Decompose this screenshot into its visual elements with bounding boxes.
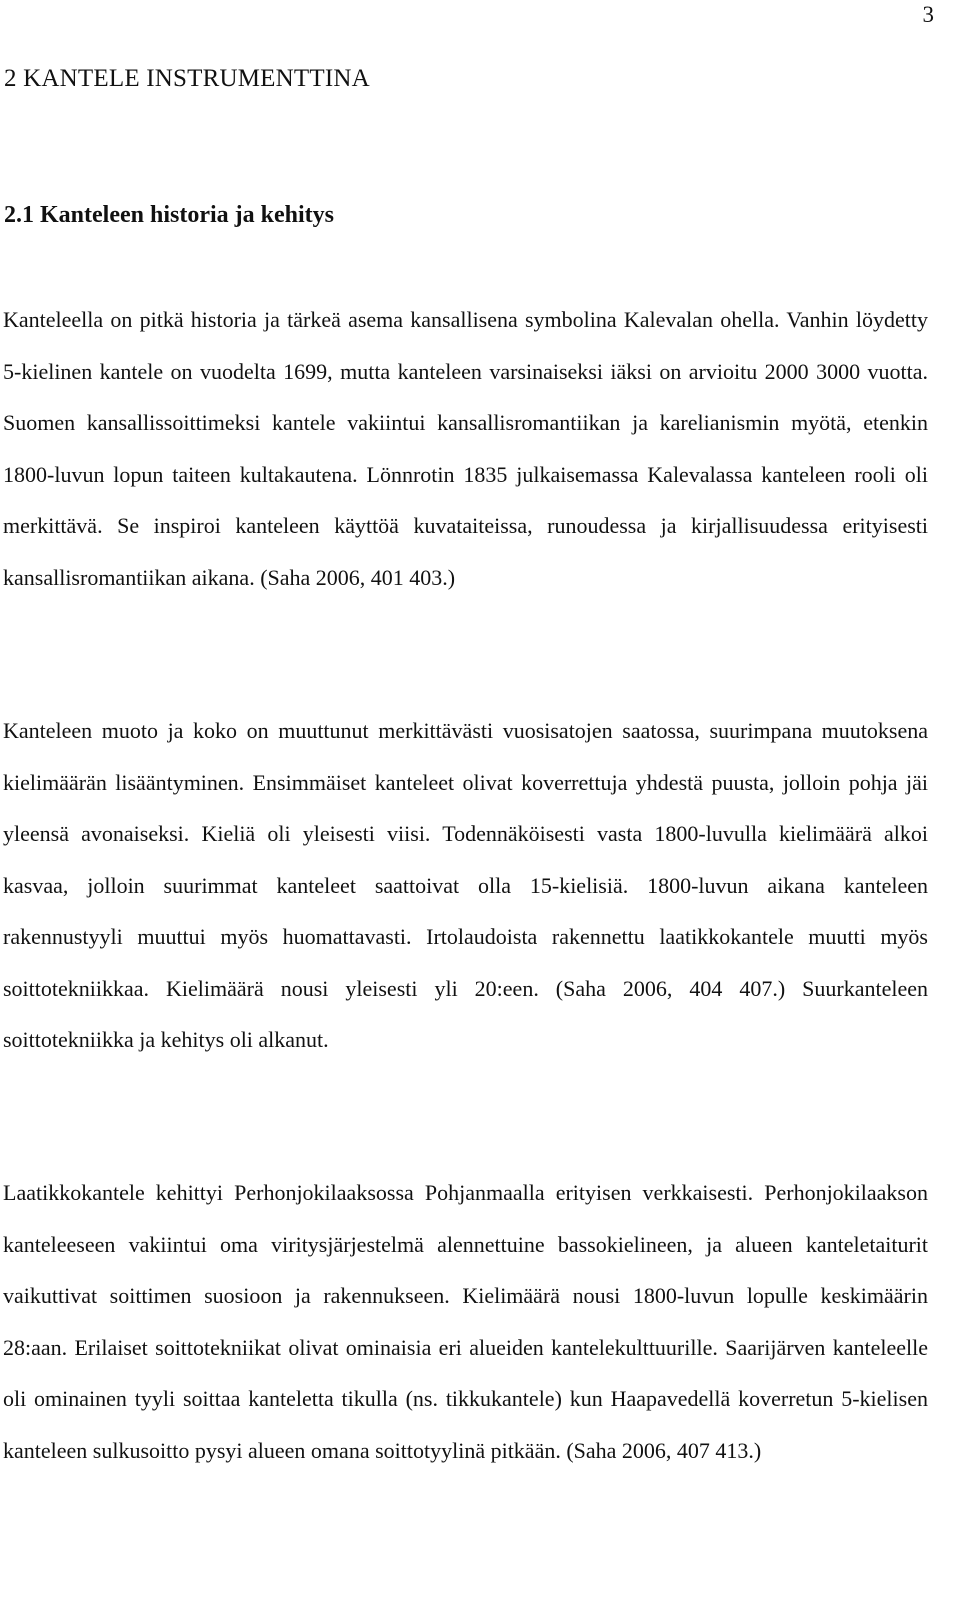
body-paragraph-3: Laatikkokantele kehittyi Perhonjokilaaksossa Pohjanmaalla erityisen verkkaisesti. Perhonjokilaakson kanteleeseen vakiintui oma viritysjärjestelmä alennettuine bassokielineen, ja alueen kanteletaiturit vaikuttivat soittimen suosioon ja rakennukseen. Kielimäärä nousi 1800-luvun lopulle keskimäärin 28:aan. Erilaiset soittotekniikat olivat ominaisia eri alueiden kantelekulttuurille. Saarijärven kanteleelle oli ominainen tyyli soittaa kanteletta tikulla (ns. tikkukantele) kun Haapavedellä koverretun 5-kielisen kanteleen sulkusoitto pysyi alueen omana soittotyylinä pitkään. (Saha 2006, 407 413.) [3,1180,928,1463]
page-number: 3 [922,2,934,27]
section-title: 2.1 Kanteleen historia ja kehitys [4,202,334,228]
body-paragraph-1: Kanteleella on pitkä historia ja tärkeä asema kansallisena symbolina Kalevalan ohella. Vanhin löydetty 5-kielinen kantele on vuodelta 1699, mutta kanteleen varsinaiseksi iäksi on arvioitu 2000 3000 vuotta. Suomen kansallissoittimeksi kantele vakiintui kansallisromantiikan ja karelianismin myötä, etenkin 1800-luvun lopun taiteen kultakautena. Lönnrotin 1835 julkaisemassa Kalevalassa kanteleen rooli oli merkittävä. Se inspiroi kanteleen käyttöä kuvataiteissa, runoudessa ja kirjallisuudessa erityisesti kansallisromantiikan aikana. (Saha 2006, 401 403.) [3,307,928,590]
body-paragraph-2: Kanteleen muoto ja koko on muuttunut merkittävästi vuosisatojen saatossa, suurimpana muutoksena kielimäärän lisääntyminen. Ensimmäiset kanteleet olivat koverrettuja yhdestä puusta, jolloin pohja jäi yleensä avonaiseksi. Kieliä oli yleisesti viisi. Todennäköisesti vasta 1800-luvulla kielimäärä alkoi kasvaa, jolloin suurimmat kanteleet saattoivat olla 15-kielisiä. 1800-luvun aikana kanteleen rakennustyyli muuttui myös huomattavasti. Irtolaudoista rakennettu laatikkokantele muutti myös soittotekniikkaa. Kielimäärä nousi yleisesti yli 20:een. (Saha 2006, 404 407.) Suurkanteleen soittotekniikka ja kehitys oli alkanut. [3,718,928,1052]
chapter-title: 2 KANTELE INSTRUMENTTINA [4,65,370,92]
